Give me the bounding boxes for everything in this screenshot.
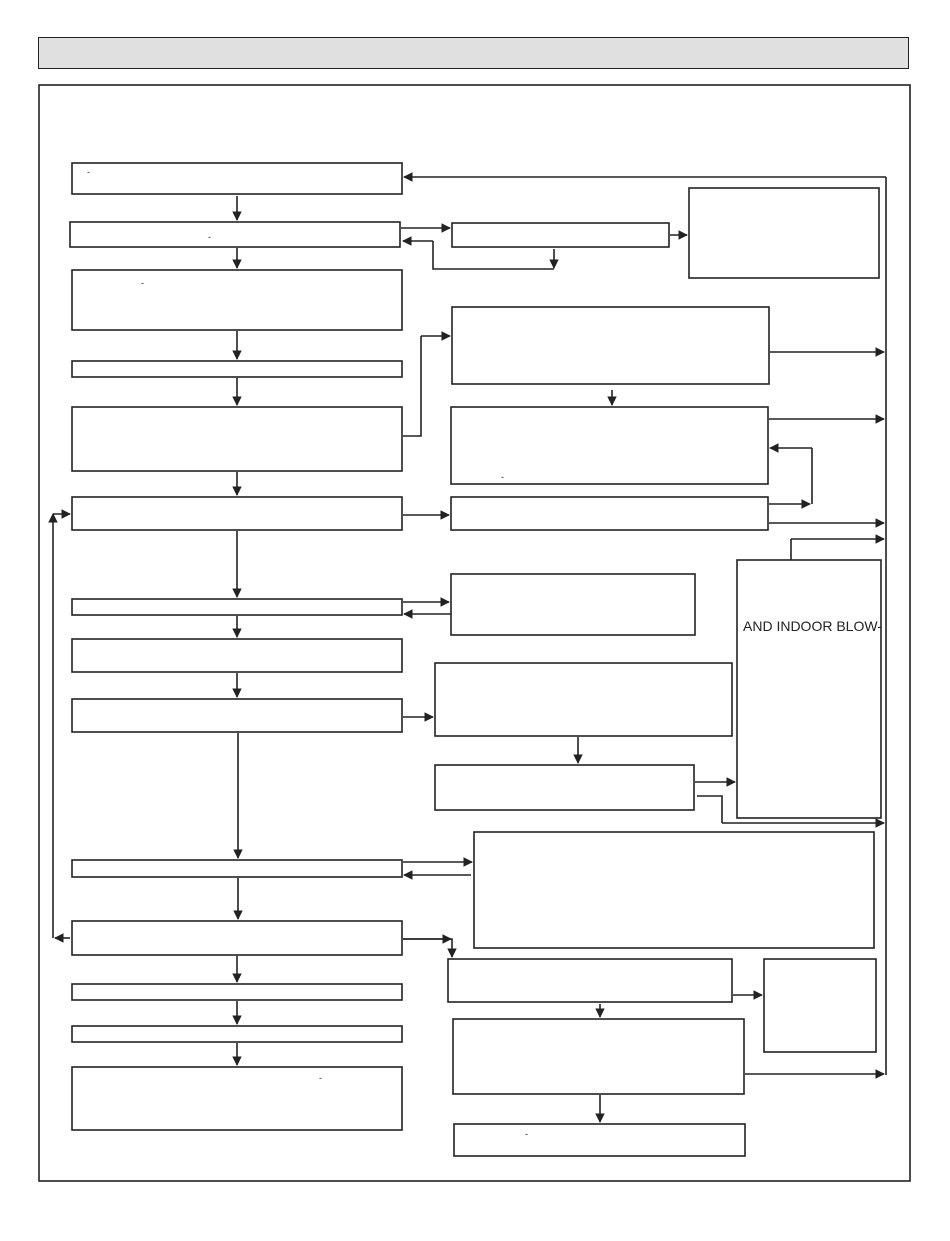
flow-box-mid-5 (451, 574, 695, 635)
flow-box-step-12 (72, 1026, 402, 1042)
connector-line (697, 796, 722, 823)
flow-box-step-8 (72, 699, 402, 732)
flow-box-step-3 (72, 361, 402, 377)
flow-box-mid-8 (474, 832, 874, 948)
flow-box-step-10 (72, 921, 402, 955)
flow-box-mid-10 (453, 1019, 744, 1094)
flow-box-mid-2 (452, 307, 769, 384)
flow-box-check-2 (72, 270, 402, 330)
flow-box-start (72, 163, 402, 194)
dash-mark: - (87, 167, 90, 177)
flow-box-step-7 (72, 639, 402, 672)
flow-box-right-3 (764, 959, 876, 1052)
flow-box-mid-6 (435, 663, 732, 736)
indoor-blower-label: AND INDOOR BLOW- (743, 618, 882, 634)
dash-mark: - (319, 1073, 322, 1083)
flow-box-mid-7 (435, 765, 694, 810)
flow-box-mid-11 (454, 1124, 745, 1156)
flow-box-step-9 (72, 860, 402, 877)
flow-box-indoor-blower (737, 560, 881, 818)
dash-mark: - (525, 1129, 528, 1139)
flow-box-mid-9 (448, 959, 732, 1002)
connector-line (403, 336, 421, 436)
dash-mark: - (208, 232, 211, 242)
flow-box-mid-1 (452, 223, 669, 247)
dash-mark: - (141, 278, 144, 288)
flow-box-step-4 (72, 407, 402, 471)
flow-box-step-5 (72, 497, 402, 530)
flow-box-mid-3 (451, 407, 768, 484)
flow-box-step-11 (72, 984, 402, 1000)
flow-box-step-6 (72, 599, 402, 615)
flow-box-end (72, 1067, 402, 1130)
flow-box-right-1 (689, 188, 879, 278)
dash-mark: - (501, 472, 504, 482)
flow-box-mid-4 (451, 497, 768, 530)
flow-box-check-1 (70, 222, 400, 247)
